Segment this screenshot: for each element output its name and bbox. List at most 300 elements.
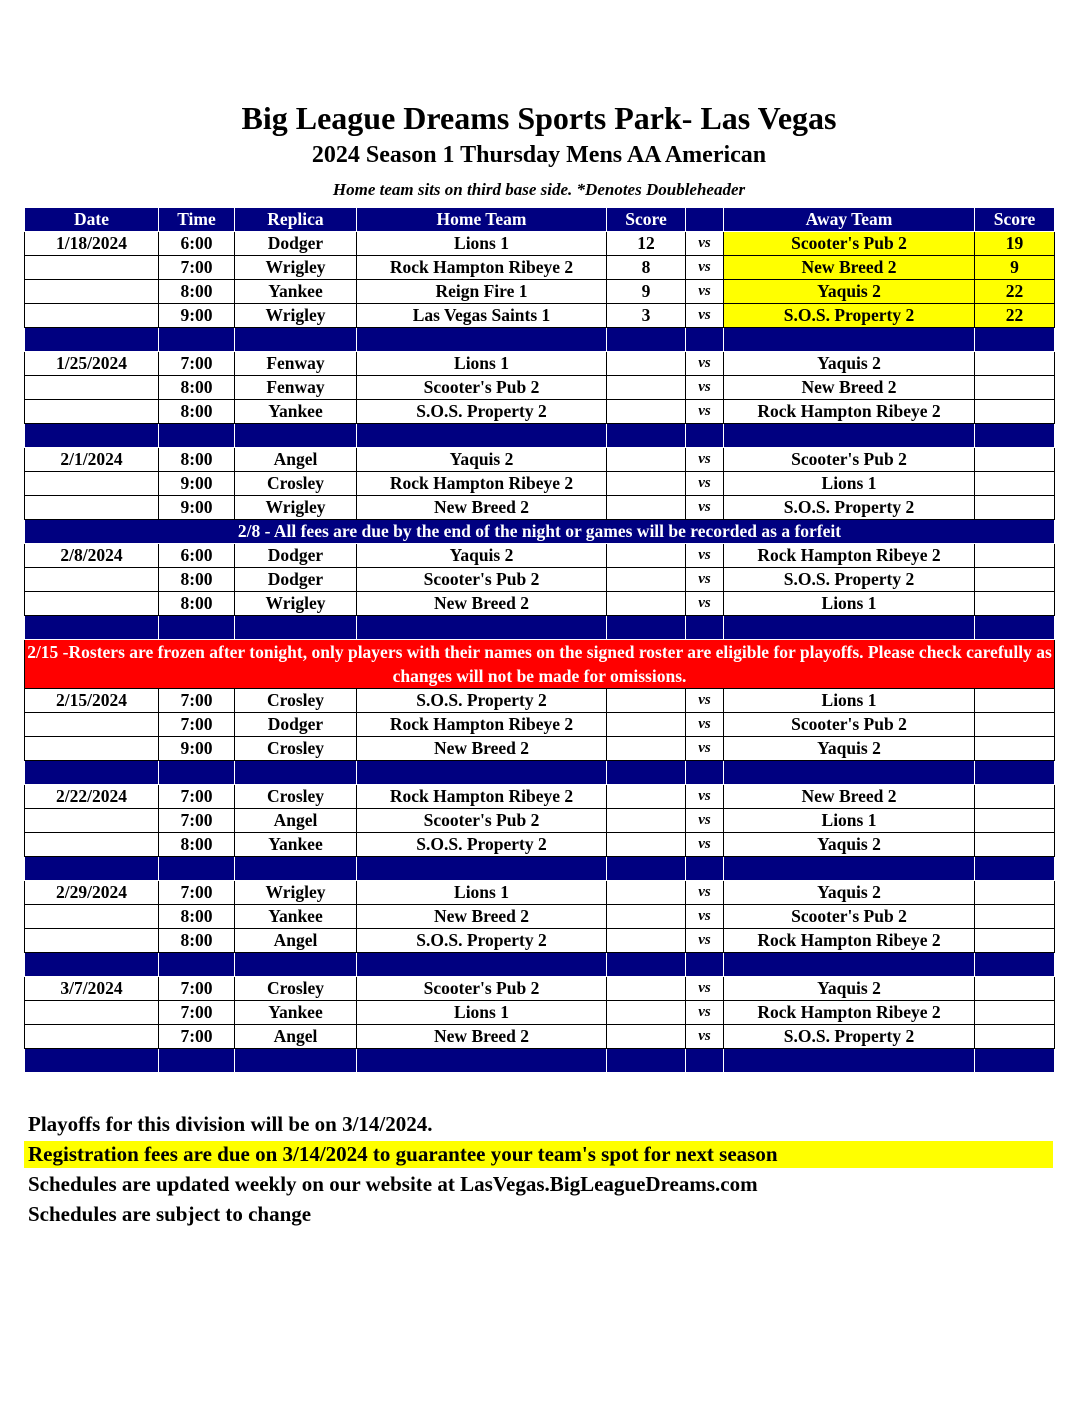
away-team-cell: Yaquis 2 <box>724 977 975 1001</box>
separator-cell <box>686 328 724 352</box>
home-team-cell: Yaquis 2 <box>357 544 607 568</box>
vs-label: vs <box>686 713 724 737</box>
home-score-cell: 12 <box>607 232 686 256</box>
game-row <box>25 592 1055 616</box>
game-row <box>25 977 1055 1001</box>
away-team-cell: S.O.S. Property 2 <box>724 304 975 328</box>
game-row <box>25 544 1055 568</box>
home-score-cell <box>607 352 686 376</box>
home-score-cell <box>607 544 686 568</box>
time-cell: 9:00 <box>159 304 235 328</box>
time-cell: 8:00 <box>159 400 235 424</box>
away-team-cell: Rock Hampton Ribeye 2 <box>724 929 975 953</box>
separator-cell <box>25 616 159 640</box>
away-team-cell: Lions 1 <box>724 472 975 496</box>
separator-cell <box>159 953 235 977</box>
home-score-cell <box>607 1025 686 1049</box>
away-score-cell <box>975 400 1055 424</box>
separator-cell <box>25 424 159 448</box>
date-cell <box>25 833 159 857</box>
away-score-cell: 22 <box>975 280 1055 304</box>
separator-cell <box>975 857 1055 881</box>
away-team-cell: New Breed 2 <box>724 256 975 280</box>
date-cell <box>25 376 159 400</box>
date-cell <box>25 496 159 520</box>
game-row <box>25 713 1055 737</box>
home-team-cell: S.O.S. Property 2 <box>357 929 607 953</box>
date-cell <box>25 905 159 929</box>
website-note: Schedules are updated weekly on our website at LasVegas.BigLeagueDreams.com <box>28 1172 758 1196</box>
game-row <box>25 256 1055 280</box>
replica-cell: Dodger <box>235 544 357 568</box>
game-row <box>25 280 1055 304</box>
away-team-cell: Lions 1 <box>724 689 975 713</box>
date-cell <box>25 592 159 616</box>
separator-cell <box>357 1049 607 1073</box>
separator-cell <box>975 1049 1055 1073</box>
separator-cell <box>235 1049 357 1073</box>
separator-cell <box>686 857 724 881</box>
separator-cell <box>686 953 724 977</box>
separator-cell <box>159 857 235 881</box>
game-row <box>25 1001 1055 1025</box>
week-separator <box>25 1049 1055 1073</box>
separator-cell <box>724 857 975 881</box>
away-score-cell <box>975 929 1055 953</box>
replica-cell: Fenway <box>235 352 357 376</box>
registration-note: Registration fees are due on 3/14/2024 to guarantee your team's spot for next season <box>24 1141 1053 1168</box>
playoffs-note: Playoffs for this division will be on 3/14/2024. <box>28 1112 433 1136</box>
separator-cell <box>975 761 1055 785</box>
game-row <box>25 881 1055 905</box>
date-cell <box>25 737 159 761</box>
separator-cell <box>357 761 607 785</box>
separator-cell <box>25 328 159 352</box>
replica-cell: Crosley <box>235 689 357 713</box>
home-score-cell <box>607 472 686 496</box>
away-score-cell <box>975 1025 1055 1049</box>
replica-cell: Yankee <box>235 905 357 929</box>
separator-cell <box>235 761 357 785</box>
date-cell <box>25 304 159 328</box>
away-team-cell: Scooter's Pub 2 <box>724 448 975 472</box>
replica-cell: Crosley <box>235 737 357 761</box>
home-score-cell <box>607 592 686 616</box>
replica-cell: Yankee <box>235 400 357 424</box>
separator-cell <box>235 953 357 977</box>
replica-cell: Crosley <box>235 472 357 496</box>
separator-cell <box>357 953 607 977</box>
vs-label: vs <box>686 232 724 256</box>
away-score-cell <box>975 713 1055 737</box>
home-score-cell: 3 <box>607 304 686 328</box>
separator-cell <box>607 424 686 448</box>
home-team-cell: Rock Hampton Ribeye 2 <box>357 785 607 809</box>
home-score-cell <box>607 929 686 953</box>
away-team-cell: S.O.S. Property 2 <box>724 496 975 520</box>
week-separator <box>25 953 1055 977</box>
away-team-cell: Rock Hampton Ribeye 2 <box>724 544 975 568</box>
home-team-cell: Lions 1 <box>357 352 607 376</box>
home-score-cell <box>607 737 686 761</box>
separator-cell <box>159 424 235 448</box>
home-team-cell: Yaquis 2 <box>357 448 607 472</box>
fee-notice-text: 2/8 - All fees are due by the end of the night or games will be recorded as a forfeit <box>25 520 1055 544</box>
separator-cell <box>724 424 975 448</box>
time-cell: 7:00 <box>159 713 235 737</box>
col-vs <box>686 208 724 232</box>
separator-cell <box>686 424 724 448</box>
home-team-cell: New Breed 2 <box>357 737 607 761</box>
home-team-cell: S.O.S. Property 2 <box>357 400 607 424</box>
separator-cell <box>724 328 975 352</box>
separator-cell <box>25 1049 159 1073</box>
fee-notice-row <box>25 520 1055 544</box>
date-cell <box>25 1001 159 1025</box>
col-away-score: Score <box>975 208 1055 232</box>
replica-cell: Crosley <box>235 785 357 809</box>
page-title: Big League Dreams Sports Park- Las Vegas <box>241 100 837 136</box>
vs-label: vs <box>686 400 724 424</box>
separator-cell <box>357 616 607 640</box>
table-header <box>25 208 1055 232</box>
vs-label: vs <box>686 1001 724 1025</box>
separator-cell <box>25 761 159 785</box>
away-score-cell <box>975 809 1055 833</box>
date-cell: 2/8/2024 <box>25 544 159 568</box>
week-separator <box>25 761 1055 785</box>
game-row <box>25 929 1055 953</box>
separator-cell <box>235 424 357 448</box>
home-team-cell: Rock Hampton Ribeye 2 <box>357 472 607 496</box>
separator-cell <box>357 424 607 448</box>
game-row <box>25 304 1055 328</box>
away-team-cell: Lions 1 <box>724 809 975 833</box>
game-row <box>25 400 1055 424</box>
replica-cell: Wrigley <box>235 592 357 616</box>
game-row <box>25 568 1055 592</box>
separator-cell <box>724 953 975 977</box>
separator-cell <box>975 328 1055 352</box>
col-home-team: Home Team <box>357 208 607 232</box>
time-cell: 7:00 <box>159 977 235 1001</box>
away-team-cell: Yaquis 2 <box>724 737 975 761</box>
game-row <box>25 232 1055 256</box>
time-cell: 8:00 <box>159 448 235 472</box>
vs-label: vs <box>686 809 724 833</box>
replica-cell: Dodger <box>235 713 357 737</box>
date-cell: 1/18/2024 <box>25 232 159 256</box>
vs-label: vs <box>686 689 724 713</box>
separator-cell <box>235 616 357 640</box>
home-team-cell: S.O.S. Property 2 <box>357 833 607 857</box>
col-home-score: Score <box>607 208 686 232</box>
vs-label: vs <box>686 568 724 592</box>
away-score-cell: 22 <box>975 304 1055 328</box>
vs-label: vs <box>686 472 724 496</box>
time-cell: 7:00 <box>159 809 235 833</box>
vs-label: vs <box>686 280 724 304</box>
date-cell: 2/29/2024 <box>25 881 159 905</box>
col-away-team: Away Team <box>724 208 975 232</box>
separator-cell <box>607 616 686 640</box>
vs-label: vs <box>686 352 724 376</box>
away-score-cell <box>975 977 1055 1001</box>
vs-label: vs <box>686 785 724 809</box>
date-cell: 3/7/2024 <box>25 977 159 1001</box>
away-score-cell <box>975 352 1055 376</box>
home-score-cell <box>607 568 686 592</box>
vs-label: vs <box>686 905 724 929</box>
time-cell: 7:00 <box>159 352 235 376</box>
vs-label: vs <box>686 496 724 520</box>
away-team-cell: Scooter's Pub 2 <box>724 232 975 256</box>
separator-cell <box>159 328 235 352</box>
game-row <box>25 737 1055 761</box>
separator-cell <box>975 424 1055 448</box>
time-cell: 9:00 <box>159 737 235 761</box>
separator-cell <box>686 1049 724 1073</box>
away-score-cell <box>975 833 1055 857</box>
separator-cell <box>25 857 159 881</box>
replica-cell: Angel <box>235 809 357 833</box>
home-score-cell <box>607 448 686 472</box>
game-row <box>25 448 1055 472</box>
separator-cell <box>686 761 724 785</box>
replica-cell: Yankee <box>235 280 357 304</box>
home-score-cell <box>607 833 686 857</box>
away-score-cell <box>975 905 1055 929</box>
away-score-cell <box>975 881 1055 905</box>
home-score-cell <box>607 376 686 400</box>
vs-label: vs <box>686 376 724 400</box>
separator-cell <box>357 857 607 881</box>
home-team-cell: New Breed 2 <box>357 1025 607 1049</box>
week-separator <box>25 328 1055 352</box>
replica-cell: Wrigley <box>235 496 357 520</box>
date-cell <box>25 929 159 953</box>
home-team-cell: Rock Hampton Ribeye 2 <box>357 713 607 737</box>
home-score-cell <box>607 713 686 737</box>
vs-label: vs <box>686 833 724 857</box>
game-row <box>25 352 1055 376</box>
home-team-cell: Lions 1 <box>357 1001 607 1025</box>
week-separator <box>25 424 1055 448</box>
schedule-note: Home team sits on third base side. *Denotes Doubleheader <box>332 180 746 199</box>
roster-alert-text: 2/15 -Rosters are frozen after tonight, only players with their names on the signed roster are eligible for playoffs. Please check carefully as changes will not be made for omissions. <box>25 640 1055 689</box>
schedule-table <box>24 207 1055 1073</box>
vs-label: vs <box>686 929 724 953</box>
home-team-cell: Scooter's Pub 2 <box>357 568 607 592</box>
home-team-cell: Scooter's Pub 2 <box>357 977 607 1001</box>
time-cell: 8:00 <box>159 929 235 953</box>
away-score-cell <box>975 376 1055 400</box>
time-cell: 8:00 <box>159 833 235 857</box>
separator-cell <box>607 328 686 352</box>
col-time: Time <box>159 208 235 232</box>
time-cell: 8:00 <box>159 376 235 400</box>
away-score-cell: 19 <box>975 232 1055 256</box>
home-team-cell: New Breed 2 <box>357 496 607 520</box>
time-cell: 7:00 <box>159 1025 235 1049</box>
game-row <box>25 809 1055 833</box>
separator-cell <box>724 761 975 785</box>
replica-cell: Wrigley <box>235 256 357 280</box>
home-score-cell <box>607 496 686 520</box>
home-team-cell: New Breed 2 <box>357 592 607 616</box>
separator-cell <box>607 857 686 881</box>
replica-cell: Crosley <box>235 977 357 1001</box>
home-score-cell: 9 <box>607 280 686 304</box>
replica-cell: Yankee <box>235 1001 357 1025</box>
time-cell: 7:00 <box>159 689 235 713</box>
vs-label: vs <box>686 881 724 905</box>
home-score-cell: 8 <box>607 256 686 280</box>
game-row <box>25 376 1055 400</box>
home-score-cell <box>607 977 686 1001</box>
replica-cell: Dodger <box>235 232 357 256</box>
change-note: Schedules are subject to change <box>28 1202 312 1226</box>
game-row <box>25 1025 1055 1049</box>
home-score-cell <box>607 400 686 424</box>
home-score-cell <box>607 881 686 905</box>
separator-cell <box>975 953 1055 977</box>
away-score-cell <box>975 544 1055 568</box>
week-separator <box>25 616 1055 640</box>
vs-label: vs <box>686 1025 724 1049</box>
date-cell: 2/22/2024 <box>25 785 159 809</box>
time-cell: 7:00 <box>159 1001 235 1025</box>
game-row <box>25 905 1055 929</box>
away-score-cell <box>975 568 1055 592</box>
away-team-cell: New Breed 2 <box>724 376 975 400</box>
away-score-cell <box>975 592 1055 616</box>
game-row <box>25 689 1055 713</box>
vs-label: vs <box>686 448 724 472</box>
time-cell: 6:00 <box>159 544 235 568</box>
separator-cell <box>724 616 975 640</box>
away-score-cell <box>975 785 1055 809</box>
away-score-cell <box>975 1001 1055 1025</box>
separator-cell <box>159 1049 235 1073</box>
time-cell: 7:00 <box>159 256 235 280</box>
date-cell: 2/1/2024 <box>25 448 159 472</box>
time-cell: 8:00 <box>159 280 235 304</box>
separator-cell <box>25 953 159 977</box>
vs-label: vs <box>686 977 724 1001</box>
home-team-cell: Scooter's Pub 2 <box>357 376 607 400</box>
separator-cell <box>159 761 235 785</box>
replica-cell: Wrigley <box>235 881 357 905</box>
time-cell: 7:00 <box>159 881 235 905</box>
time-cell: 6:00 <box>159 232 235 256</box>
home-score-cell <box>607 689 686 713</box>
vs-label: vs <box>686 544 724 568</box>
home-score-cell <box>607 785 686 809</box>
home-score-cell <box>607 809 686 833</box>
replica-cell: Angel <box>235 929 357 953</box>
home-team-cell: Scooter's Pub 2 <box>357 809 607 833</box>
separator-cell <box>724 1049 975 1073</box>
home-score-cell <box>607 905 686 929</box>
away-team-cell: Yaquis 2 <box>724 280 975 304</box>
date-cell <box>25 400 159 424</box>
date-cell <box>25 472 159 496</box>
date-cell <box>25 809 159 833</box>
home-team-cell: Reign Fire 1 <box>357 280 607 304</box>
time-cell: 8:00 <box>159 568 235 592</box>
separator-cell <box>357 328 607 352</box>
game-row <box>25 785 1055 809</box>
vs-label: vs <box>686 592 724 616</box>
away-team-cell: Yaquis 2 <box>724 833 975 857</box>
replica-cell: Angel <box>235 1025 357 1049</box>
away-score-cell <box>975 496 1055 520</box>
separator-cell <box>975 616 1055 640</box>
away-team-cell: S.O.S. Property 2 <box>724 568 975 592</box>
away-team-cell: New Breed 2 <box>724 785 975 809</box>
home-team-cell: S.O.S. Property 2 <box>357 689 607 713</box>
time-cell: 8:00 <box>159 592 235 616</box>
game-row <box>25 833 1055 857</box>
separator-cell <box>607 1049 686 1073</box>
away-team-cell: Scooter's Pub 2 <box>724 905 975 929</box>
home-team-cell: New Breed 2 <box>357 905 607 929</box>
date-cell <box>25 1025 159 1049</box>
time-cell: 7:00 <box>159 785 235 809</box>
away-team-cell: Rock Hampton Ribeye 2 <box>724 1001 975 1025</box>
vs-label: vs <box>686 737 724 761</box>
week-separator <box>25 857 1055 881</box>
away-score-cell <box>975 689 1055 713</box>
time-cell: 9:00 <box>159 496 235 520</box>
game-row <box>25 496 1055 520</box>
replica-cell: Wrigley <box>235 304 357 328</box>
away-team-cell: Scooter's Pub 2 <box>724 713 975 737</box>
away-score-cell <box>975 737 1055 761</box>
home-team-cell: Lions 1 <box>357 232 607 256</box>
page-subtitle: 2024 Season 1 Thursday Mens AA American <box>311 142 767 168</box>
away-team-cell: S.O.S. Property 2 <box>724 1025 975 1049</box>
time-cell: 8:00 <box>159 905 235 929</box>
separator-cell <box>235 328 357 352</box>
time-cell: 9:00 <box>159 472 235 496</box>
replica-cell: Yankee <box>235 833 357 857</box>
game-row <box>25 472 1055 496</box>
vs-label: vs <box>686 304 724 328</box>
away-team-cell: Yaquis 2 <box>724 881 975 905</box>
replica-cell: Dodger <box>235 568 357 592</box>
home-team-cell: Lions 1 <box>357 881 607 905</box>
home-team-cell: Las Vegas Saints 1 <box>357 304 607 328</box>
date-cell: 1/25/2024 <box>25 352 159 376</box>
away-team-cell: Lions 1 <box>724 592 975 616</box>
vs-label: vs <box>686 256 724 280</box>
away-team-cell: Yaquis 2 <box>724 352 975 376</box>
away-score-cell <box>975 448 1055 472</box>
roster-alert-row <box>25 640 1055 689</box>
date-cell <box>25 256 159 280</box>
home-score-cell <box>607 1001 686 1025</box>
home-team-cell: Rock Hampton Ribeye 2 <box>357 256 607 280</box>
away-score-cell <box>975 472 1055 496</box>
separator-cell <box>235 857 357 881</box>
away-score-cell: 9 <box>975 256 1055 280</box>
separator-cell <box>686 616 724 640</box>
date-cell <box>25 568 159 592</box>
date-cell: 2/15/2024 <box>25 689 159 713</box>
date-cell <box>25 713 159 737</box>
